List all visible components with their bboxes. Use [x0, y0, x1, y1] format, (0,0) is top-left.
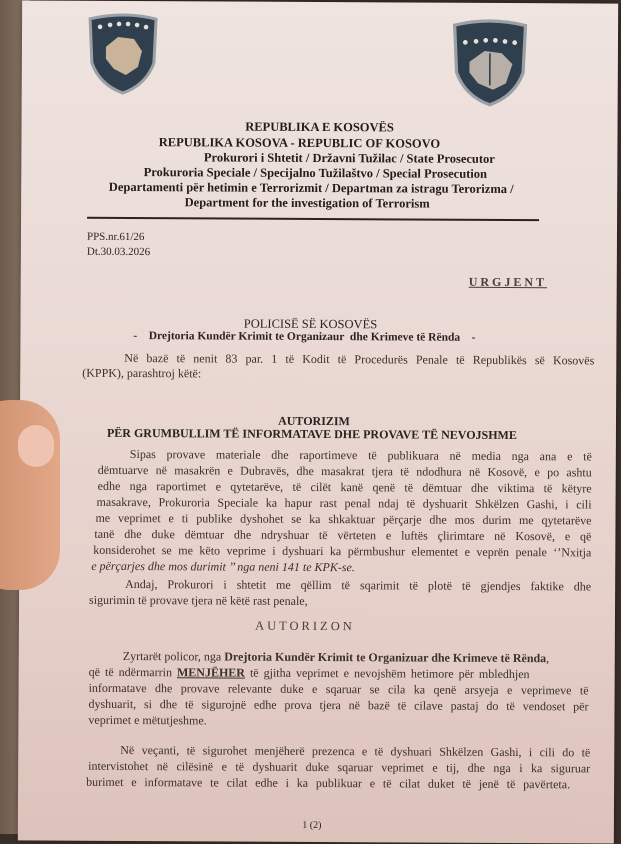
paragraph3-line: veprimet e mëtutjeshme. — [88, 713, 588, 731]
header-line: Department for the investigation of Terrorism — [9, 194, 605, 212]
paragraph1-line: tanë dhe duke dëmtuar dhe ndryshuar të vërteten e luftës çlirimtare në Kosovë, e që — [94, 527, 591, 545]
department-name: Drejtoria Kundër Krimit te Organizuar dhe Krimeve të Rënda — [224, 650, 546, 666]
text: , — [546, 651, 549, 665]
header-divider — [87, 217, 539, 221]
state-prosecutor-seal-logo — [450, 19, 530, 107]
intro-line: (KPPK), parashtroj këtë: — [82, 366, 582, 384]
paragraph3-line: informatave dhe provave relevante duke e sqaruar se cila ka qenë arsyeja e veprimeve të — [89, 681, 589, 699]
text: të gjitha veprimet e nevojshëm hetimore për mbledhjen — [245, 666, 530, 681]
paragraph1-line: dëmtuarve në masakrën e Dubravës, dhe masakrat tjera të ndodhura në Kosovë, e po ashtu — [98, 463, 592, 481]
header-line: Prokuroria Speciale / Specijalno Tužilaštvo / Special Prosecution — [17, 164, 613, 182]
paragraph4-line: intervistohet në cilësinë e të dyshuarit duke sqaruar veprimet e tij, dhe nga i ka siguruar — [88, 759, 590, 777]
paragraph1-line: Sipas provave materiale dhe raportimeve të publikuara në media nga ana e të — [130, 447, 592, 464]
paragraph4-line: burimet e informatave te cilat edhe i ka publikuar e të cilat duket të jenë të pavërteta. — [86, 775, 570, 793]
recipient-department: - Drejtoria Kundër Krimit te Organizaur dhe Krimeve të Rënda - — [6, 329, 602, 344]
document-page — [18, 0, 618, 843]
immediately-emphasis: MENJËHER — [177, 665, 245, 679]
header-line: REPUBLIKA KOSOVA - REPUBLIC OF KOSOVO — [1, 134, 597, 152]
paragraph1-line: konsiderohet se me këto veprime i dyshuari ka përmbushur elementet e veprën penale ‘’Nxitja — [93, 543, 591, 561]
paragraph2-line: sigurimin të provave tjera në këtë rast penale, — [89, 593, 589, 611]
paragraph4-line: Në veçanti, të sigurohet menjëherë prezenca e të dyshuari Shkëlzen Gashi, i cili do të — [120, 743, 590, 760]
paragraph1-line: edhe nga raportimet e qytetarëve, të cilët kanë qenë të dëmtuar dhe viktima të këtyre — [98, 479, 592, 497]
reference-number: PPS.nr.61/26 — [87, 231, 145, 243]
paragraph1-line: me veprimet e ti publike dyshohet se ka shkaktuar përçarje dhe mos durim me qytetarëve — [95, 511, 591, 529]
paragraph1-line: masakrave, Prokuroria Speciale ka hapur rast penal ndaj të dyshuarit Shkëlzen Gashi, i cili — [97, 495, 592, 513]
thumbnail — [18, 425, 54, 467]
paragraph2-line: Andaj, Prokurori i shtetit me qëllim të sqarimit të plotë të gjendjes faktike dhe — [125, 577, 591, 594]
intro-line: Në bazë të nenit 83 par. 1 të Kodit të Procedurës Penale të Republikës së Kosovës — [124, 351, 594, 368]
paragraph1-line: e përçarjes dhe mos durimit ’’ nga neni 141 te KPK-se. — [91, 559, 591, 577]
text: Zyrtarët policor, nga — [123, 649, 225, 664]
recipient-name: POLICISË SË KOSOVËS — [12, 315, 608, 333]
header-line: REPUBLIKA E KOSOVËS — [22, 118, 618, 136]
paragraph3-line — [123, 649, 621, 667]
urgent-label: URGJENT — [469, 275, 547, 290]
header-line: Prokurori i Shtetit / Državni Tužilac / State Prosecutor — [51, 150, 621, 168]
document-subtitle: PËR GRUMBULLIM TË INFORMATAVE DHE PROVAVE TË NEVOJSHME — [14, 425, 610, 443]
authorize-heading: AUTORIZON — [7, 617, 603, 635]
paragraph3-line: dyshuarit, si dhe të sigurojnë edhe prova tjera në bazë të cilave pastaj do të vendoset për — [88, 697, 588, 715]
page-number: 1 (2) — [14, 818, 610, 832]
header-line: Departamenti për hetimin e Terrorizmit / Departman za istragu Terorizma / — [13, 179, 609, 197]
text: që të ndërmarrin — [89, 665, 177, 679]
paragraph3-line — [89, 665, 589, 683]
kosovo-coat-of-arms-logo — [86, 13, 160, 95]
document-title: AUTORIZIM — [16, 412, 612, 430]
reference-date: Dt.30.03.2026 — [87, 246, 150, 258]
